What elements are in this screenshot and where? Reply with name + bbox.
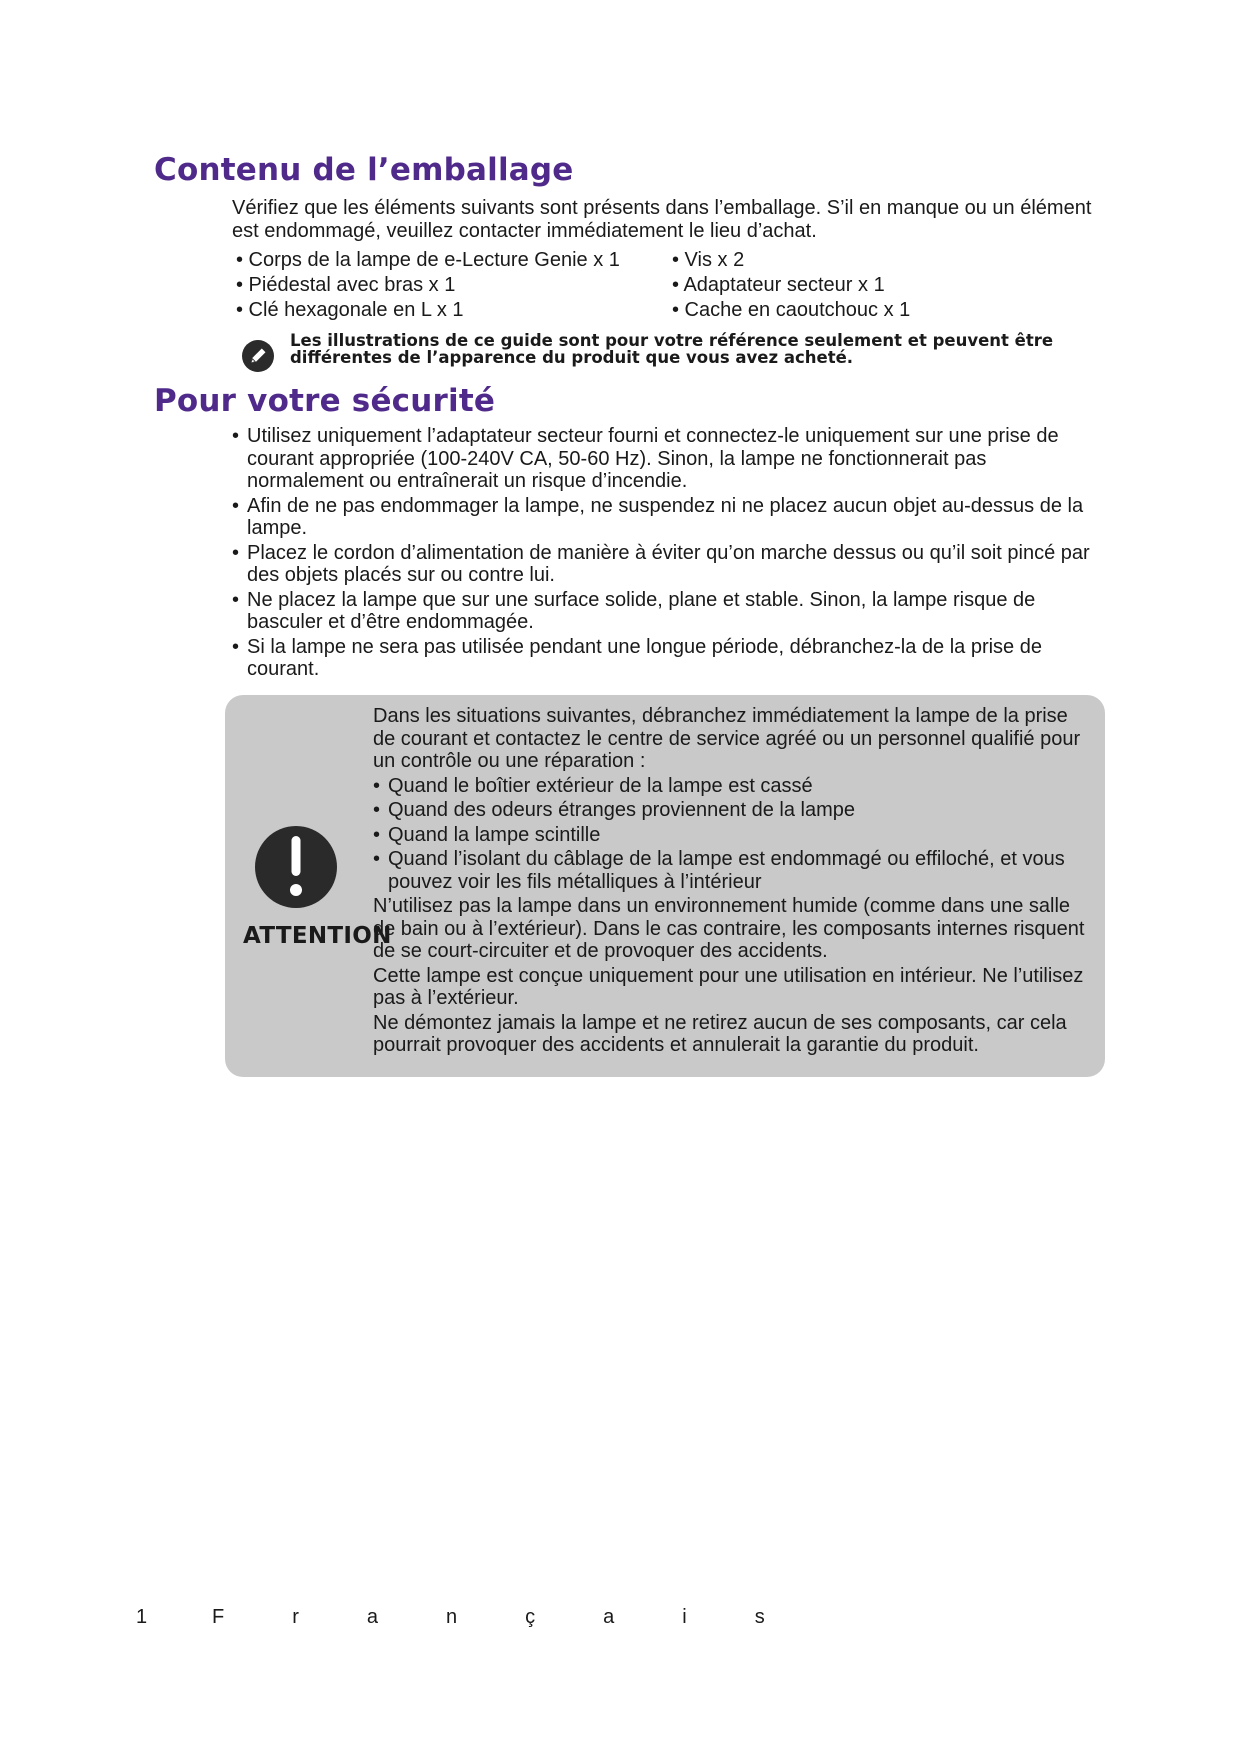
exclamation-warning-icon bbox=[253, 820, 339, 920]
list-item: • Ne placez la lampe que sur une surface solide, plane et stable. Sinon, la lampe risque de basculer et d’être endommagée. bbox=[230, 589, 1100, 634]
list-item: • Quand le boîtier extérieur de la lampe est cassé bbox=[373, 775, 1095, 798]
note-text: Les illustrations de ce guide sont pour votre référence seulement et peuvent être différentes de l’apparence du produit que vous avez acheté. bbox=[290, 331, 1054, 367]
list-item: • Utilisez uniquement l’adaptateur secteur fourni et connectez-le uniquement sur une prise de courant appropriée (100-240V CA, 50-60 Hz). Sinon, la lampe ne fonctionnerait pas normalement ou entraînerait un risque d’incendie. bbox=[230, 425, 1100, 493]
list-item: • Vis x 2 bbox=[672, 249, 745, 271]
footer-language: Français bbox=[212, 1606, 833, 1628]
page-number: 1 bbox=[136, 1606, 148, 1628]
pencil-note-icon bbox=[242, 340, 274, 372]
package-items-right bbox=[672, 248, 910, 323]
list-item: • Quand l’isolant du câblage de la lampe est endommagé ou effiloché, et vous pouvez voir les fils métalliques à l’intérieur bbox=[373, 848, 1095, 893]
section-title-safety: Pour votre sécurité bbox=[154, 383, 496, 419]
list-item: • Placez le cordon d’alimentation de manière à éviter qu’on marche dessus ou qu’il soit pincé par des objets placés sur ou contre lui. bbox=[230, 542, 1100, 587]
attention-paragraph-humidity: N’utilisez pas la lampe dans un environnement humide (comme dans une salle de bain ou à l’extérieur). Dans le cas contraire, les composants internes risquent de se court-circuiter et de provoquer des accidents. bbox=[373, 895, 1085, 962]
attention-box bbox=[225, 695, 1105, 1077]
safety-list bbox=[230, 425, 1100, 683]
attention-paragraph-disassembly: Ne démontez jamais la lampe et ne retirez aucun de ses composants, car cela pourrait provoquer des accidents et annulerait la garantie du produit. bbox=[373, 1011, 1067, 1056]
attention-text bbox=[373, 705, 1095, 1059]
section-title-package-contents: Contenu de l’emballage bbox=[154, 152, 574, 188]
attention-label: ATTENTION bbox=[243, 923, 392, 949]
list-item: • Quand des odeurs étranges proviennent de la lampe bbox=[373, 799, 1095, 822]
list-item: • Quand la lampe scintille bbox=[373, 824, 1095, 847]
attention-intro: Dans les situations suivantes, débranchez immédiatement la lampe de la prise de courant et contactez le centre de service agréé ou un personnel qualifié pour un contrôle ou une réparation : bbox=[373, 705, 1081, 772]
list-item: • Piédestal avec bras x 1 bbox=[236, 274, 456, 296]
list-item: • Clé hexagonale en L x 1 bbox=[236, 299, 464, 321]
list-item: • Afin de ne pas endommager la lampe, ne suspendez ni ne placez aucun objet au-dessus de la lampe. bbox=[230, 495, 1100, 540]
list-item: • Si la lampe ne sera pas utilisée pendant une longue période, débranchez-la de la prise de courant. bbox=[230, 636, 1100, 681]
attention-paragraph-indoor: Cette lampe est conçue uniquement pour une utilisation en intérieur. Ne l’utilisez pas à l’extérieur. bbox=[373, 964, 1084, 1009]
list-item: • Adaptateur secteur x 1 bbox=[672, 274, 885, 296]
package-intro: Vérifiez que les éléments suivants sont présents dans l’emballage. S’il en manque ou un élément est endommagé, veuillez contacter immédiatement le lieu d’achat. bbox=[232, 197, 1092, 242]
package-items-left bbox=[236, 248, 620, 323]
list-item: • Cache en caoutchouc x 1 bbox=[672, 299, 911, 321]
list-item: • Corps de la lampe de e-Lecture Genie x 1 bbox=[236, 249, 620, 271]
